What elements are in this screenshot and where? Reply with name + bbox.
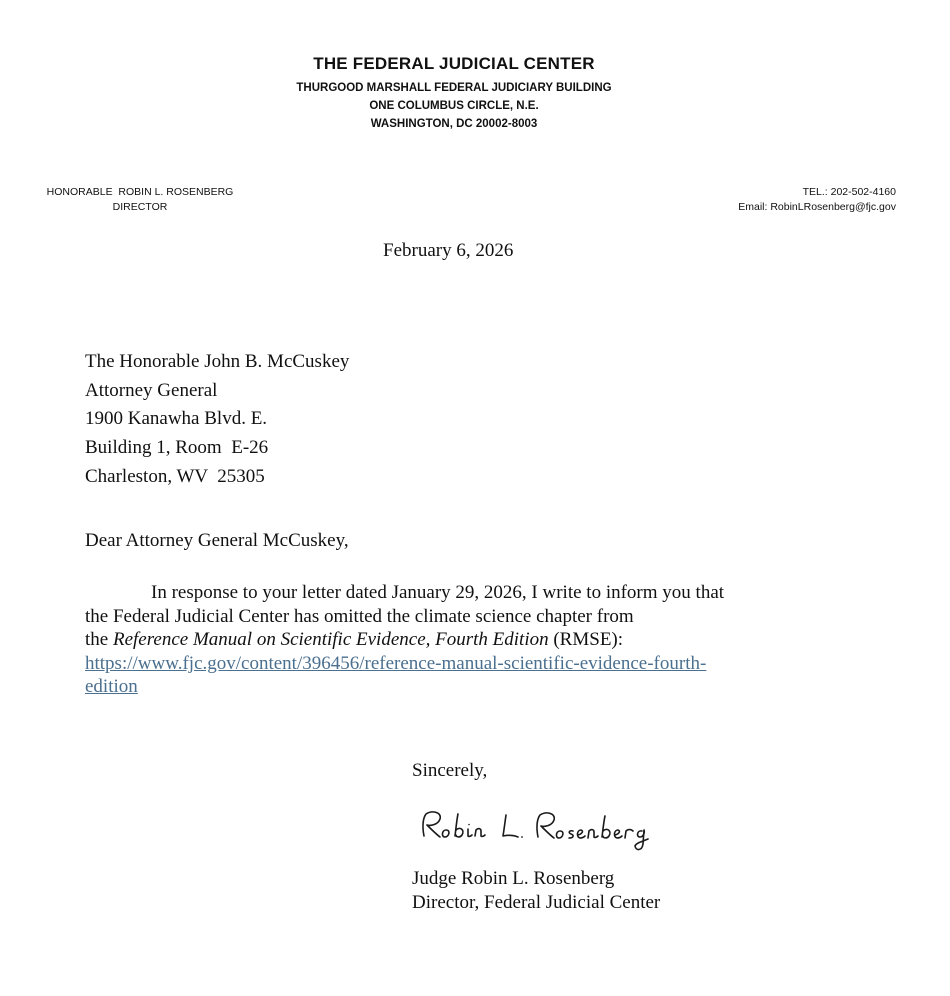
closing: Sincerely, [412,760,488,781]
sender-email: Email: RobinLRosenberg@fjc.gov [738,201,896,213]
reference-manual-link-continued[interactable] [85,675,845,699]
reference-manual-link[interactable] [85,652,845,676]
sender-title: DIRECTOR [112,201,168,213]
body-paragraph [85,581,845,699]
letter-date: February 6, 2026 [383,240,514,261]
reference-manual-link-text[interactable]: https://www.fjc.gov/content/396456/reference-manual-scientific-evidence-fourth- [85,652,707,674]
publication-title: Reference Manual on Scientific Evidence, Fourth Edition [112,629,549,651]
reference-manual-link-text[interactable]: edition [85,676,138,698]
salutation: Dear Attorney General McCuskey, [85,530,349,551]
signer-title: Director, Federal Judicial Center [412,891,661,913]
sender-name: HONORABLE ROBIN L. ROSENBERG [46,186,234,198]
signer-block [412,867,660,914]
sender-contact-block [738,185,896,215]
body-text: the [85,629,113,651]
sender-name-block [40,185,240,215]
address-line-building: THURGOOD MARSHALL FEDERAL JUDICIARY BUILDING [296,82,612,94]
organization-name: THE FEDERAL JUDICIAL CENTER [313,54,595,73]
address-line-city: WASHINGTON, DC 20002-8003 [370,118,538,130]
signer-name: Judge Robin L. Rosenberg [412,868,615,889]
body-line: the Federal Judicial Center has omitted the climate science chapter from [85,605,634,627]
body-text: (RMSE): [548,629,624,651]
recipient-street: 1900 Kanawha Blvd. E. [85,408,268,430]
handwritten-signature [410,806,690,856]
recipient-name: The Honorable John B. McCuskey [85,351,350,372]
recipient-city: Charleston, WV 25305 [85,465,265,487]
body-line: In response to your letter dated January 29, 2026, I write to inform you that [151,582,725,603]
body-line [85,628,845,652]
recipient-address [85,348,349,492]
recipient-title: Attorney General [85,379,218,401]
sender-telephone: TEL.: 202-502-4160 [802,186,896,198]
recipient-building: Building 1, Room E-26 [85,437,269,459]
address-line-street: ONE COLUMBUS CIRCLE, N.E. [369,100,539,112]
